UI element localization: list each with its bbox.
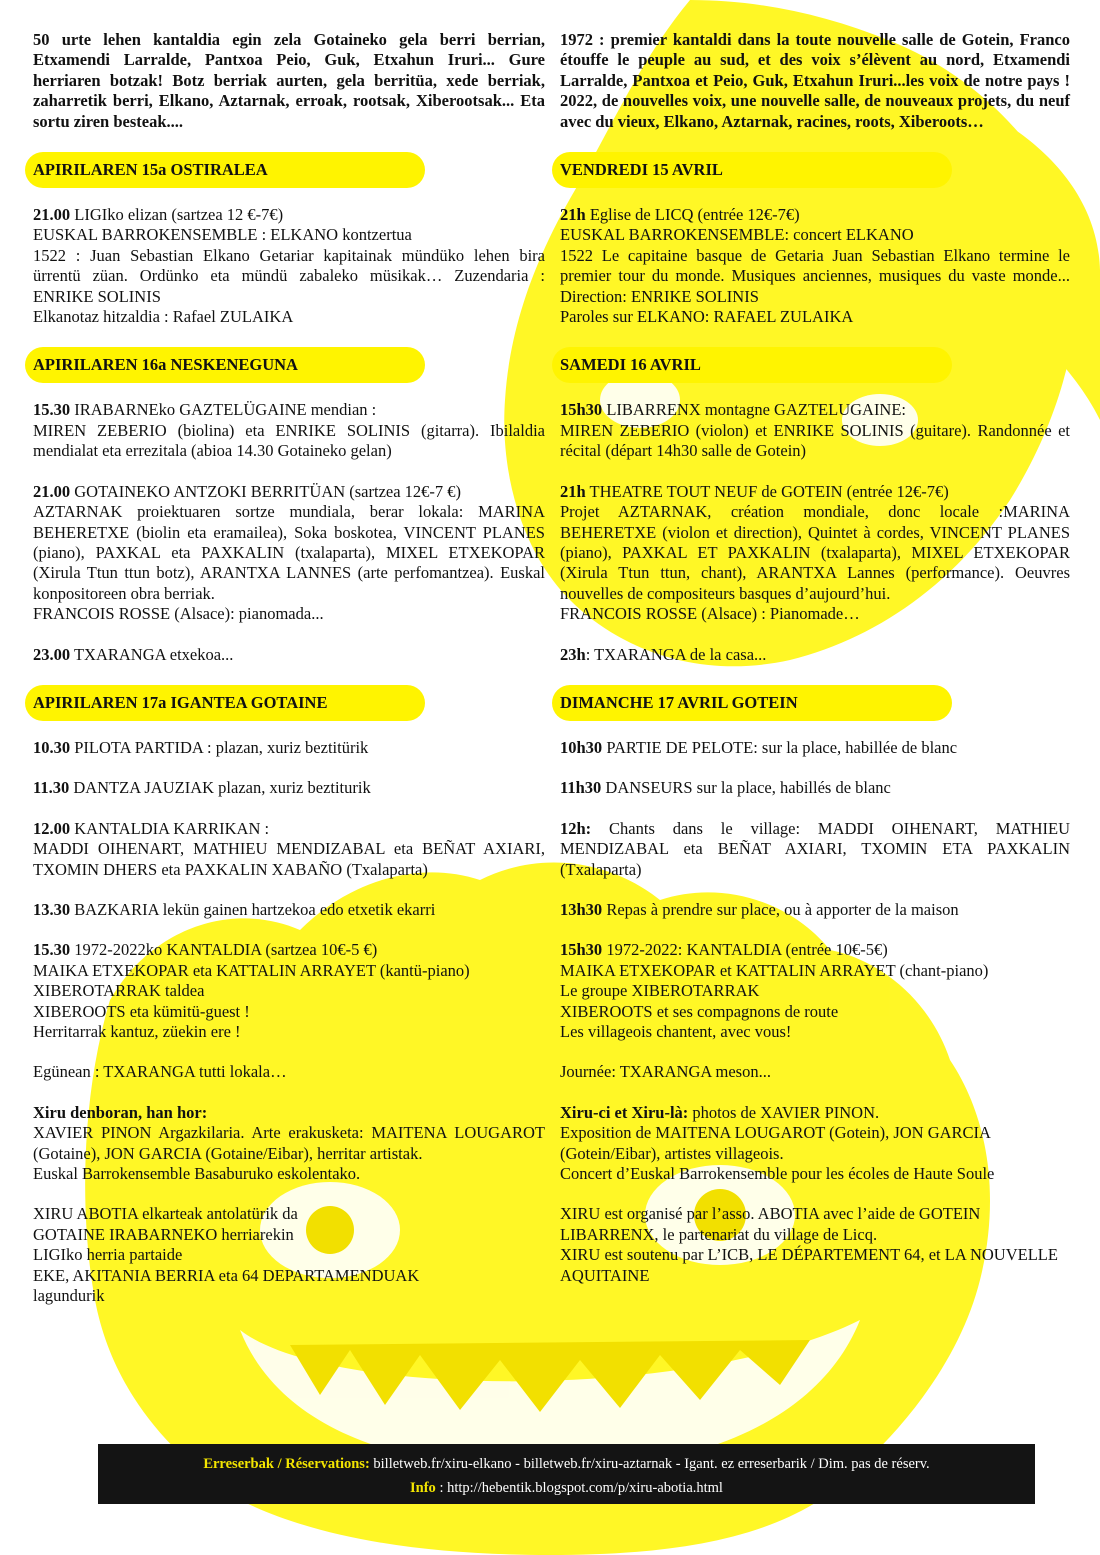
info-line: Concert d’Euskal Barrokensemble pour les écoles de Haute Soule [560,1164,995,1184]
event-time: 11h30 [560,778,602,798]
event-line: Herritarrak kantuz, züekin ere ! [33,1022,241,1041]
event-time: 15h30 [560,400,603,420]
event-fr-17-kantaldia [560,940,1070,1042]
event-eu-15-elkano [33,205,545,327]
event-line: XIBEROOTS eta kümitü-guest ! [33,1001,250,1021]
event-place: IRABARNEko GAZTELÜGAINE mendian : [70,400,377,420]
event-time: 15.30 [33,400,71,420]
event-time: 12.00 [33,818,71,838]
event-description: AZTARNAK proiektuaren sortze mundiala, berar lokala: MARINA BEHERETXE (biolin eta eramailea), Soka boskotea, VINCENT PLANES (piano), PAXKAL eta PAXKALIN (txalaparta), MIXEL ETXEKOPAR (Xirula Ttun ttun botz), ARANTXA LANNES (arte perfomantzea). Euskal konpositoreen obra berriak. [33,502,545,603]
event-place: LIGIko elizan (sartzea 12 €-7€) [70,205,284,225]
event-title: EUSKAL BARROKENSEMBLE: concert ELKANO [560,225,914,245]
event-title: 1972-2022: KANTALDIA (entrée 10€-5€) [602,940,888,960]
info-label: Info [410,1480,436,1496]
event-line: MAIKA ETXEKOPAR eta KATTALIN ARRAYET (kantü-piano) [33,960,470,980]
event-description: MIREN ZEBERIO (violon) et ENRIKE SOLINIS (guitare). Randonnée et récital (départ 14h30 salle de Gotein) [560,420,1070,461]
event-line: XIBEROTARRAK taldea [33,981,205,1001]
info-fr-organizers [560,1204,1070,1286]
event-description: MADDI OIHENART, MATHIEU MENDIZABAL eta BEÑAT AXIARI, TXOMIN DHERS eta PAXKALIN XABAÑO (Txalaparta) [33,839,545,879]
reservation-label: Erreserbak / Réservations: [203,1456,370,1472]
event-description: 1522 Le capitaine basque de Getaria Juan Sebastian Elkano termine le premier tour du monde. Musiques anciennes, musiques du vaste monde... Direction: ENRIKE SOLINIS [560,245,1070,306]
info-line: XAVIER PINON Argazkilaria. Arte erakusketa: MAITENA LOUGAROT (Gotaine), JON GARCIA (Gotaine/Eibar), herritar artistak. [33,1123,545,1163]
info-line: photos de XAVIER PINON. [688,1102,880,1122]
event-title: Chants dans le village: MADDI OIHENART, MATHIEU MENDIZABAL eta BEÑAT AXIARI, TXOMIN ETA PAXKALIN (Txalaparta) [560,818,1070,879]
event-eu-17-kantaldia [33,940,545,1042]
event-title: Repas à prendre sur place, ou à apporter de la maison [602,899,959,919]
event-time: 15h30 [560,940,603,960]
info-line: Euskal Barrokensemble Basaburuko eskolentako. [33,1164,361,1184]
event-line: MAIKA ETXEKOPAR et KATTALIN ARRAYET (chant-piano) [560,960,989,980]
intro-text-eu: 50 urte lehen kantaldia egin zela Gotaineko gela berri berrian, Etxamendi Larralde, Pantxoa Peio, Guk, Etxahun Iruri... Gure herriaren botzak! Botz berriak aurten, gela berritüa, xede berriak, zaharretik berri, Elkano, Aztarnak, erroak, rootsak, Xiberootsak... Eta sortu ziren besteak.... [33,30,545,131]
event-place: THEATRE TOUT NEUF de GOTEIN (entrée 12€-7€) [585,481,949,501]
event-title: PILOTA PARTIDA : plazan, xuriz beztitürik [70,737,369,757]
event-eu-16-walk [33,400,545,461]
day-header-fr-15: VENDREDI 15 AVRIL [552,152,952,188]
event-fr-17-chants [560,819,1070,880]
info-fr-exhibition [560,1103,1070,1185]
event-time: 21h [560,205,586,225]
basque-column [33,30,545,1326]
event-talk: Paroles sur ELKANO: RAFAEL ZULAIKA [560,307,854,327]
event-line: XIBEROOTS et ses compagnons de route [560,1001,839,1021]
event-title: 1972-2022ko KANTALDIA (sartzea 10€-5 €) [70,940,378,960]
event-fr-17-danseurs [560,778,1070,798]
event-time: 12h: [560,818,592,838]
event-place: GOTAINEKO ANTZOKI BERRITÜAN (sartzea 12€-7 €) [70,481,462,501]
event-title: PARTIE DE PELOTE: sur la place, habillée de blanc [602,737,958,757]
event-eu-17-txaranga [33,1062,545,1082]
event-title: BAZKARIA lekün gainen hartzekoa edo etxetik ekarri [70,899,436,919]
event-title: DANSEURS sur la place, habillés de blanc [601,778,891,798]
reservation-footer [98,1444,1035,1504]
event-title: : TXARANGA de la casa... [585,644,767,664]
event-time: 23.00 [33,644,71,664]
event-line: Les villageois chantent, avec vous! [560,1022,792,1041]
event-time: 21h [560,481,586,501]
info-line: LIGIko herria partaide [33,1245,183,1265]
event-time: 13.30 [33,899,71,919]
event-time: 15.30 [33,940,71,960]
event-title: DANTZA JAUZIAK plazan, xuriz beztiturik [69,778,371,798]
event-time: 11.30 [33,778,70,798]
event-eu-16-txaranga [33,645,545,665]
event-eu-17-pilota [33,738,545,758]
info-line: XIRU ABOTIA elkarteak antolatürik da [33,1204,298,1224]
event-time: 21.00 [33,205,71,225]
event-talk: Elkanotaz hitzaldia : Rafael ZULAIKA [33,307,294,327]
event-time: 10.30 [33,737,71,757]
info-line: XIRU est organisé par l’asso. ABOTIA avec l’aide de GOTEIN LIBARRENX, le partenariat du village de Licq. [560,1204,981,1244]
event-title: EUSKAL BARROKENSEMBLE : ELKANO kontzertua [33,225,412,245]
section-title: Xiru denboran, han hor: [33,1102,208,1122]
event-title: TXARANGA etxekoa... [70,644,234,664]
event-fr-17-txaranga [560,1062,1070,1082]
info-eu-exhibition [33,1103,545,1185]
event-place: LIBARRENX montagne GAZTELUGAINE: [602,400,907,420]
day-header-eu-15: APIRILAREN 15a OSTIRALEA [25,152,425,188]
section-title: Xiru-ci et Xiru-là: [560,1102,689,1122]
reservation-links[interactable]: billetweb.fr/xiru-elkano - billetweb.fr/xiru-aztarnak - Igant. ez erreserbarik / Dim. pas de réserv. [369,1456,930,1472]
info-link[interactable]: : http://hebentik.blogspot.com/p/xiru-abotia.html [435,1480,723,1496]
event-description: Projet AZTARNAK, création mondiale, donc locale :MARINA BEHERETXE (violon et direction), Quintet à cordes, VINCENT PLANES (piano), PAXKAL ET PAXKALIN (txalaparta), MIXEL ETXEKOPAR (Xirula Ttun ttun, chant), ARANTXA Lannes (performance). Oeuvres nouvelles de compositeurs basques d’aujourd’hui. [560,502,1070,603]
day-header-eu-17: APIRILAREN 17a IGANTEA GOTAINE [25,685,425,721]
info-line: GOTAINE IRABARNEKO herriarekin [33,1224,294,1244]
day-header-fr-16: SAMEDI 16 AVRIL [552,347,952,383]
event-eu-17-kantaldia-karrikan [33,819,545,880]
event-description: 1522 : Juan Sebastian Elkano Getariar kapitainak mündüko lehen bira ürrentü züan. Ordünko eta mündü zabaleko müsikak… Zuzendaria : ENRIKE SOLINIS [33,245,545,306]
event-fr-17-repas [560,900,1070,920]
event-title: Egünean : TXARANGA tutti lokala… [33,1062,287,1082]
event-line: Le groupe XIBEROTARRAK [560,981,760,1001]
event-time: 10h30 [560,737,603,757]
info-line: lagundurik [33,1286,105,1306]
info-line: XIRU est soutenu par L’ICB, LE DÉPARTEMENT 64, et LA NOUVELLE AQUITAINE [560,1245,1058,1285]
day-header-fr-17: DIMANCHE 17 AVRIL GOTEIN [552,685,952,721]
event-eu-17-dantza [33,778,545,798]
event-time: 21.00 [33,481,71,501]
event-place: Eglise de LICQ (entrée 12€-7€) [585,205,800,225]
info-line [98,1480,1035,1497]
event-fr-16-aztarnak [560,482,1070,625]
event-description: MIREN ZEBERIO (biolina) eta ENRIKE SOLINIS (gitarra). Ibilaldia mendialat eta errezitala (abioa 14.30 Gotaineko gelan) [33,420,545,461]
intro-text-fr: 1972 : premier kantaldi dans la toute nouvelle salle de Gotein, Franco étouffe le peuple au sud, et des voix s’élèvent au nord, Etxamendi Larralde, Pantxoa et Peio, Guk, Etxahun Iruri...les voix de notre pays ! 2022, de nouvelles voix, une nouvelle salle, de nouveaux projets, du neuf avec du vieux, Elkano, Aztarnak, racines, roots, Xiberoots… [560,30,1070,131]
day-header-eu-16: APIRILAREN 16a NESKENEGUNA [25,347,425,383]
event-time: 23h [560,644,586,664]
info-eu-organizers [33,1204,545,1306]
event-fr-15-elkano [560,205,1070,327]
event-title: KANTALDIA KARRIKAN : [70,818,270,838]
french-column [560,30,1070,1306]
event-fr-16-walk [560,400,1070,461]
event-fr-16-txaranga [560,645,1070,665]
event-title: Journée: TXARANGA meson... [560,1062,771,1082]
event-extra: FRANCOIS ROSSE (Alsace): pianomada... [33,604,324,624]
event-fr-17-pelote [560,738,1070,758]
event-extra: FRANCOIS ROSSE (Alsace) : Pianomade… [560,604,860,624]
reservation-line [98,1456,1035,1473]
event-eu-17-bazkaria [33,900,545,920]
info-line: EKE, AKITANIA BERRIA eta 64 DEPARTAMENDUAK [33,1265,420,1285]
event-eu-16-aztarnak [33,482,545,625]
event-time: 13h30 [560,899,603,919]
info-line: Exposition de MAITENA LOUGAROT (Gotein), JON GARCIA (Gotein/Eibar), artistes villageois. [560,1123,991,1163]
